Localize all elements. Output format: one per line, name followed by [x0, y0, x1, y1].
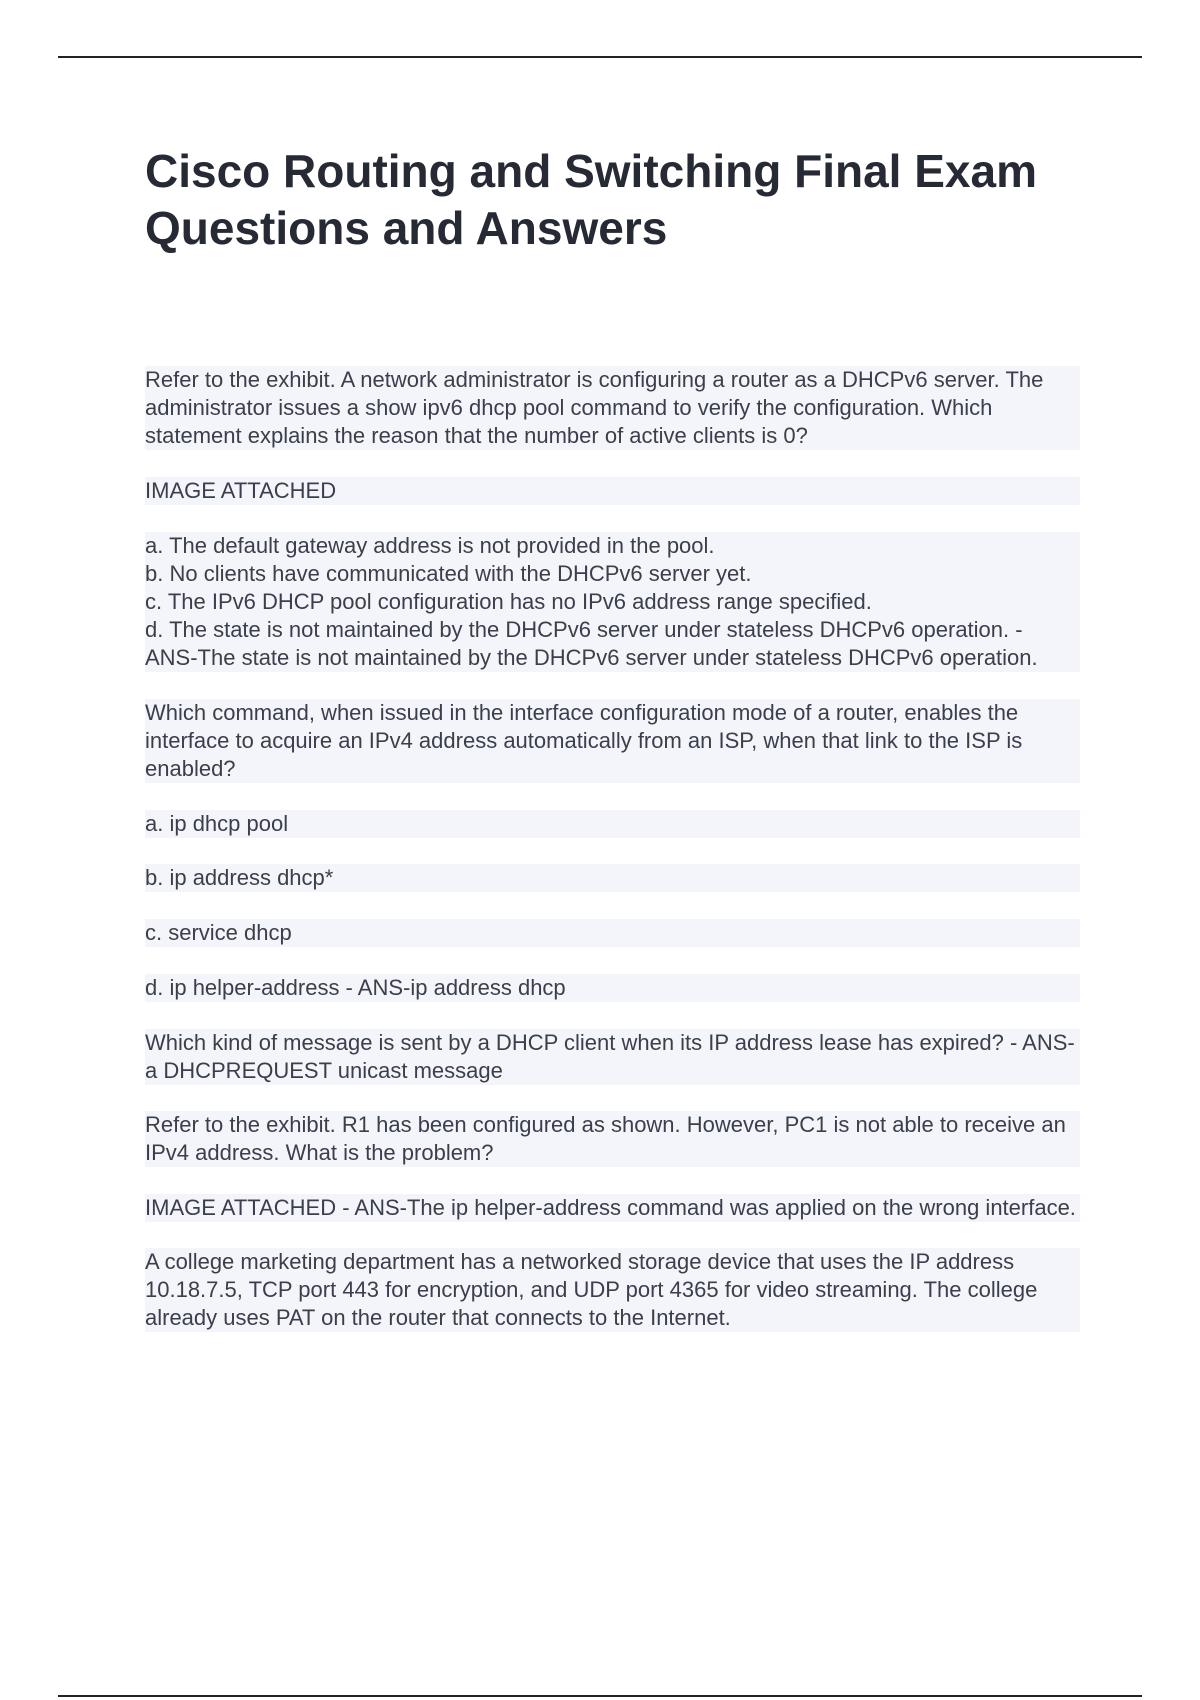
q2-option-d-answer: d. ip helper-address - ANS-ip address dhcp: [145, 974, 1080, 1002]
q5-question: A college marketing department has a networked storage device that uses the IP address 10.18.7.5, TCP port 443 for encryption, and UDP port 4365 for video streaming. The college already uses PAT on the router that connects to the Internet.: [145, 1248, 1080, 1332]
q4-answer: IMAGE ATTACHED - ANS-The ip helper-address command was applied on the wrong interface.: [145, 1194, 1080, 1222]
q3-question-answer: Which kind of message is sent by a DHCP client when its IP address lease has expired? - ANS-a DHCPREQUEST unicast message: [145, 1029, 1080, 1085]
q1-option-b: b. No clients have communicated with the DHCPv6 server yet.: [145, 561, 752, 586]
q1-image-note: IMAGE ATTACHED: [145, 477, 1080, 505]
q1-options: [145, 532, 1080, 672]
q4-question: Refer to the exhibit. R1 has been configured as shown. However, PC1 is not able to receive an IPv4 address. What is the problem?: [145, 1111, 1080, 1167]
q2-question: Which command, when issued in the interface configuration mode of a router, enables the interface to acquire an IPv4 address automatically from an ISP, when that link to the ISP is enabled?: [145, 699, 1080, 783]
q2-option-c: c. service dhcp: [145, 919, 1080, 947]
header-rule: [58, 56, 1142, 58]
q1-question: Refer to the exhibit. A network administrator is configuring a router as a DHCPv6 server. The administrator issues a show ipv6 dhcp pool command to verify the configuration. Which statement explains the reason that the number of active clients is 0?: [145, 366, 1080, 450]
q2-option-a: a. ip dhcp pool: [145, 810, 1080, 838]
q1-option-c: c. The IPv6 DHCP pool configuration has no IPv6 address range specified.: [145, 589, 872, 614]
document-body: [145, 366, 1080, 1332]
document-title: Cisco Routing and Switching Final Exam Questions and Answers: [145, 145, 1037, 254]
footer-rule: [58, 1695, 1142, 1697]
q1-option-a: a. The default gateway address is not provided in the pool.: [145, 533, 715, 558]
q2-option-b: b. ip address dhcp*: [145, 864, 1080, 892]
q1-option-d-answer: d. The state is not maintained by the DHCPv6 server under stateless DHCPv6 operation. - ANS-The state is not maintained by the DHCPv6 server under stateless DHCPv6 operation.: [145, 617, 1038, 670]
